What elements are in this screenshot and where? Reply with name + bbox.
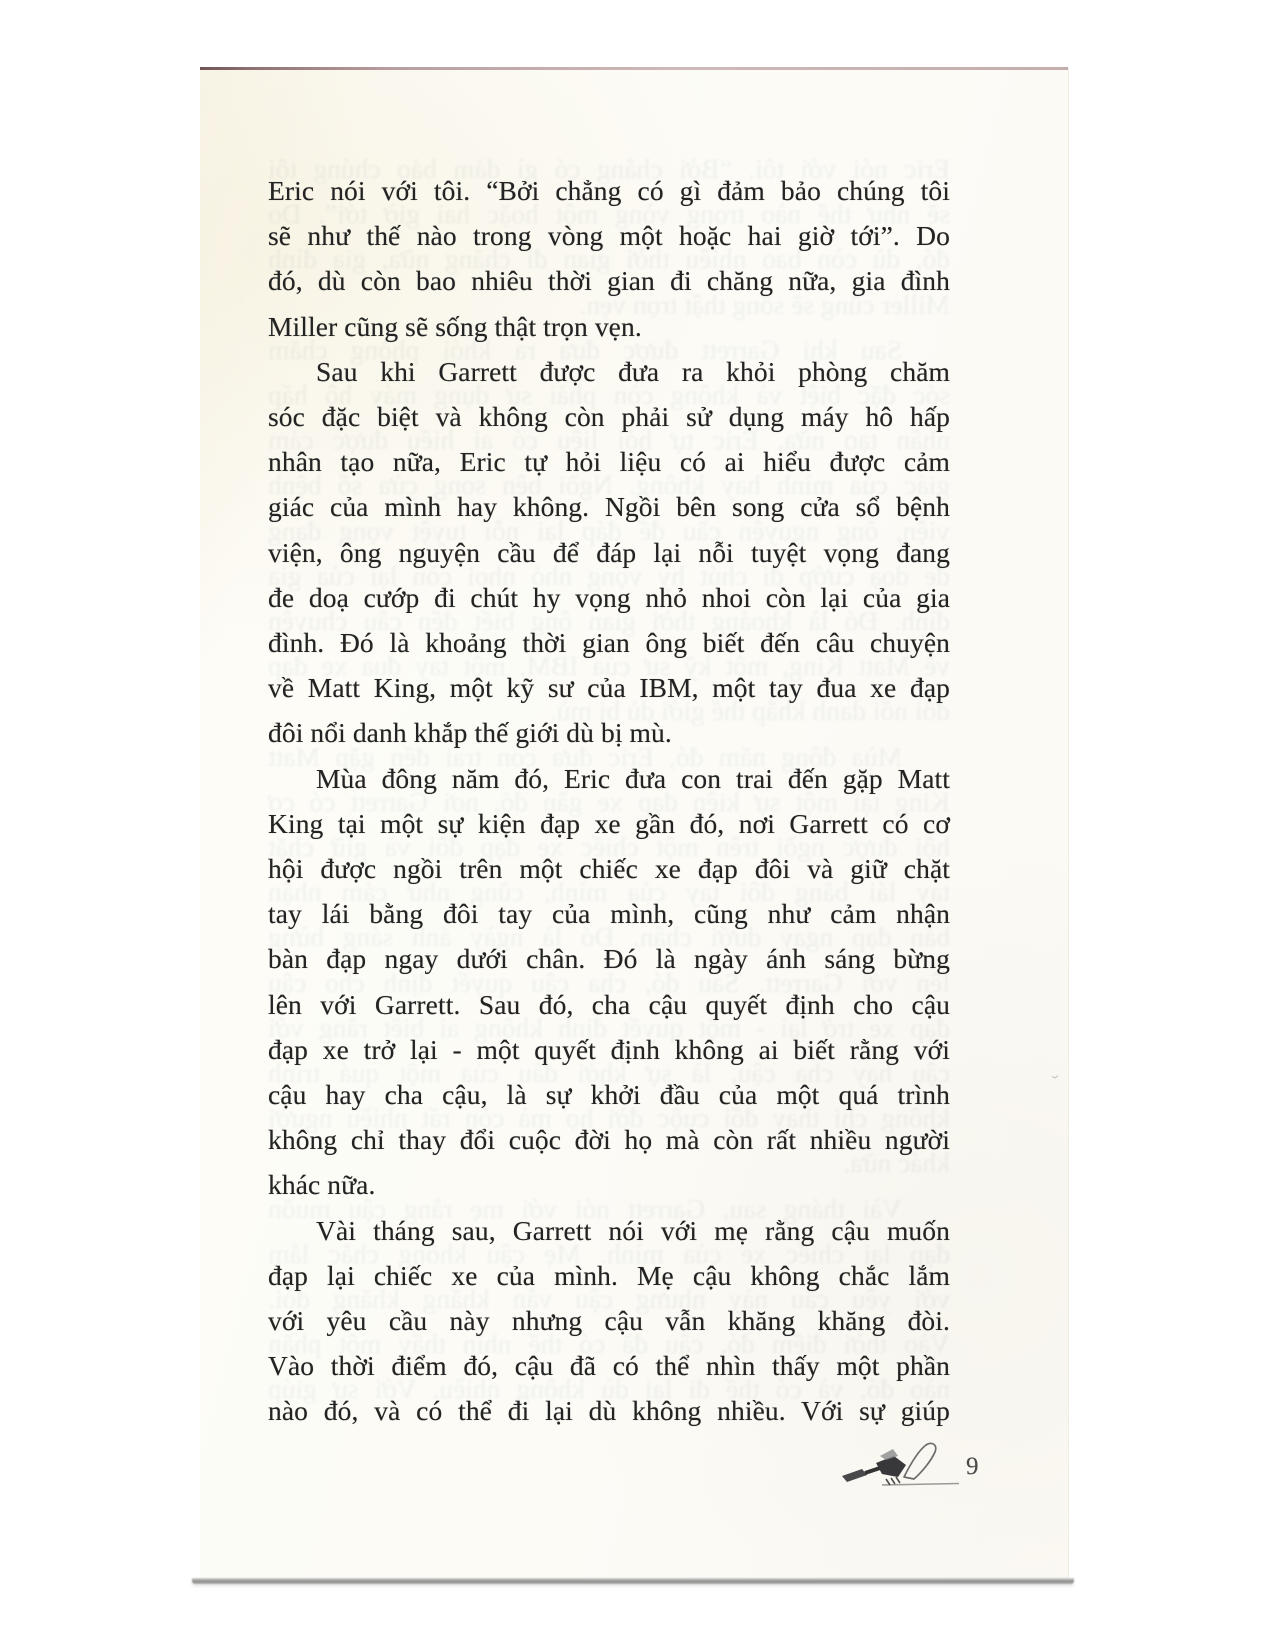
body-text — [268, 168, 950, 1434]
text-line: tay lái bằng đôi tay của mình, cũng như cảm nhận — [268, 898, 950, 930]
text-line: Eric nói với tôi. “Bởi chẳng có gì đảm bảo chúng tôi — [268, 153, 950, 184]
text-line: lên với Garrett. Sau đó, cha cậu quyết định cho cậu — [268, 966, 950, 998]
text-line: sẽ như thế nào trong vòng một hoặc hai giờ tới”. Do — [268, 220, 950, 252]
text-line: sóc đặc biệt và không còn phải sử dụng máy hô hấp — [268, 379, 950, 411]
page-number: 9 — [966, 1453, 979, 1480]
text-line: tay lái bằng đôi tay của mình, cũng như cảm nhận — [268, 876, 950, 908]
text-line: hội được ngồi trên một chiếc xe đạp đôi và giữ chặt — [268, 853, 950, 885]
text-line: Vài tháng sau, Garrett nói với mẹ rằng cậu muốn — [316, 1214, 950, 1246]
text-line: nào đó, và có thể đi lại dù không nhiều. Với sự giúp — [268, 1373, 950, 1405]
text-line: Vào thời điểm đó, cậu đã có thể nhìn thấy một phần — [268, 1350, 950, 1382]
text-line: King tại một sự kiện đạp xe gần đó, nơi Garrett có cơ — [268, 785, 950, 817]
text-line: nhân tạo nữa, Eric tự hỏi liệu có ai hiểu được cảm — [268, 424, 950, 456]
text-line: Miller cũng sẽ sống thật trọn vẹn. — [268, 310, 642, 342]
text-line: đình. Đó là khoảng thời gian ông biết đến câu chuyện — [268, 605, 950, 637]
text-line: đạp xe trở lại - một quyết định không ai biết rằng với — [268, 1033, 950, 1065]
text-line: Vào thời điểm đó, cậu đã có thể nhìn thấy một phần — [268, 1328, 950, 1360]
text-line: Miller cũng sẽ sống thật trọn vẹn. — [579, 288, 950, 320]
text-line: Mùa đông năm đó, Eric đưa con trai đến gặp Matt — [268, 740, 902, 772]
text-line: đôi nổi danh khắp thế giới dù bị mù. — [549, 695, 950, 727]
text-line: khác nữa. — [843, 1147, 950, 1179]
page-bottom-edge — [192, 1578, 1074, 1584]
text-line: King tại một sự kiện đạp xe gần đó, nơi Garrett có cơ — [268, 807, 950, 839]
text-line: Sau khi Garrett được đưa ra khỏi phòng chăm — [268, 333, 902, 365]
page-footer — [838, 1439, 1018, 1499]
text-line: Mùa đông năm đó, Eric đưa con trai đến gặp Matt — [316, 762, 950, 794]
text-line: khác nữa. — [268, 1169, 376, 1201]
text-line: giác của mình hay không. Ngồi bên song cửa sổ bệnh — [268, 491, 950, 523]
text-line: đó, dù còn bao nhiêu thời gian đi chăng nữa, gia đình — [268, 265, 950, 297]
text-line: không chỉ thay đổi cuộc đời họ mà còn rất nhiều người — [268, 1124, 950, 1156]
text-line: lên với Garrett. Sau đó, cha cậu quyết định cho cậu — [268, 988, 950, 1020]
text-line: bàn đạp ngay dưới chân. Đó là ngày ánh sáng bừng — [268, 943, 950, 975]
text-line: nào đó, và có thể đi lại dù không nhiều. Với sự giúp — [268, 1395, 950, 1427]
text-line: bàn đạp ngay dưới chân. Đó là ngày ánh sáng bừng — [268, 921, 950, 953]
text-line: với yêu cầu này nhưng cậu vẫn khăng khăng đòi. — [268, 1283, 950, 1315]
text-line: Vài tháng sau, Garrett nói với mẹ rằng cậu muốn — [268, 1192, 902, 1224]
text-line: sóc đặc biệt và không còn phải sử dụng máy hô hấp — [268, 401, 950, 433]
text-line: Sau khi Garrett được đưa ra khỏi phòng chăm — [316, 355, 950, 387]
text-line: đe doạ cướp đi chút hy vọng nhỏ nhoi còn lại của gia — [268, 581, 950, 613]
text-line: với yêu cầu này nhưng cậu vẫn khăng khăng đòi. — [268, 1305, 950, 1337]
text-line: cậu hay cha cậu, là sự khởi đầu của một quá trình — [268, 1057, 950, 1089]
page-top-edge — [200, 67, 1068, 70]
text-line: đạp xe trở lại - một quyết định không ai biết rằng với — [268, 1011, 950, 1043]
book-page — [200, 67, 1069, 1578]
tandem-bicycle-doodle-icon — [838, 1439, 963, 1495]
stray-pencil-mark: ⌄ — [1047, 1068, 1063, 1083]
text-line: đình. Đó là khoảng thời gian ông biết đến câu chuyện — [268, 627, 950, 659]
text-line: đe doạ cướp đi chút hy vọng nhỏ nhoi còn lại của gia — [268, 559, 950, 591]
text-line: về Matt King, một kỹ sư của IBM, một tay đua xe đạp — [268, 672, 950, 704]
text-line: đôi nổi danh khắp thế giới dù bị mù. — [268, 717, 672, 749]
text-line: viện, ông nguyện cầu để đáp lại nỗi tuyệt vọng đang — [268, 536, 950, 568]
text-line: Eric nói với tôi. “Bởi chẳng có gì đảm bảo chúng tôi — [268, 175, 950, 206]
text-line: không chỉ thay đổi cuộc đời họ mà còn rất nhiều người — [268, 1102, 950, 1134]
text-line: nhân tạo nữa, Eric tự hỏi liệu có ai hiểu được cảm — [268, 446, 950, 478]
text-line: sẽ như thế nào trong vòng một hoặc hai giờ tới”. Do — [268, 198, 950, 230]
text-line: về Matt King, một kỹ sư của IBM, một tay đua xe đạp — [268, 650, 950, 682]
text-line: hội được ngồi trên một chiếc xe đạp đôi và giữ chặt — [268, 831, 950, 863]
text-line: đạp lại chiếc xe của mình. Mẹ cậu không chắc lắm — [268, 1259, 950, 1291]
text-line: đó, dù còn bao nhiêu thời gian đi chăng nữa, gia đình — [268, 243, 950, 275]
text-line: đạp lại chiếc xe của mình. Mẹ cậu không chắc lắm — [268, 1237, 950, 1269]
text-line: giác của mình hay không. Ngồi bên song cửa sổ bệnh — [268, 469, 950, 501]
text-line: cậu hay cha cậu, là sự khởi đầu của một quá trình — [268, 1079, 950, 1111]
text-line: viện, ông nguyện cầu để đáp lại nỗi tuyệt vọng đang — [268, 514, 950, 546]
